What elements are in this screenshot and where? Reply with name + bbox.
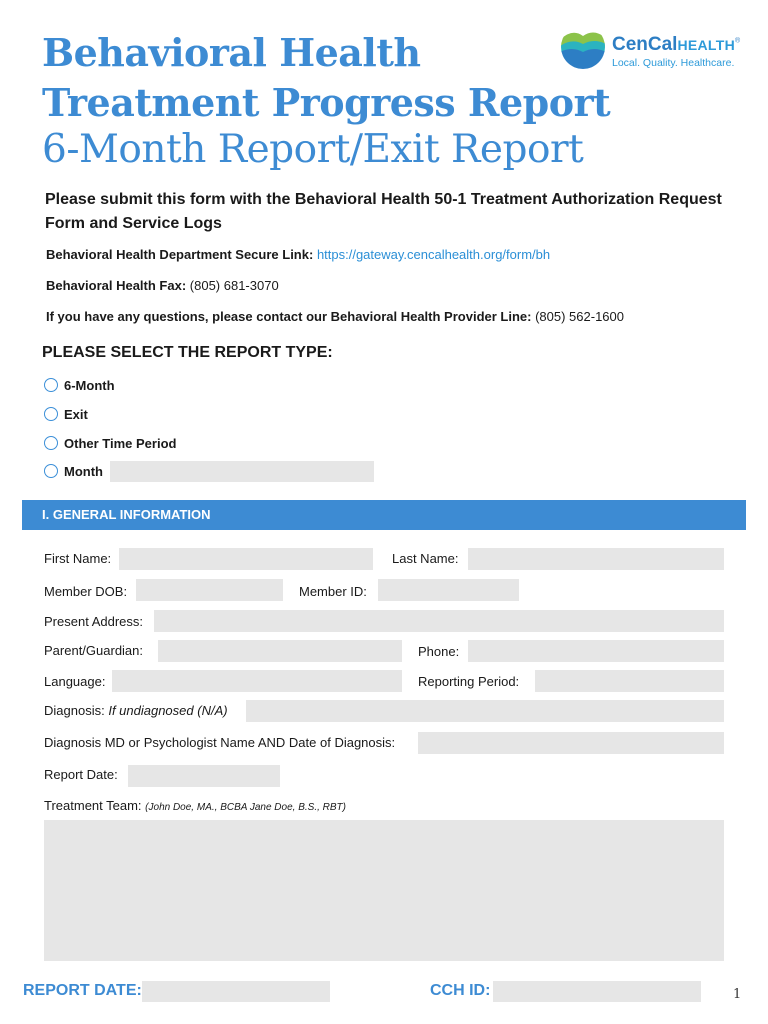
fax-label: Behavioral Health Fax: xyxy=(46,278,187,293)
radio-circle-icon[interactable] xyxy=(44,436,58,450)
secure-link-line xyxy=(46,247,550,262)
logo-tagline: Local. Quality. Healthcare. xyxy=(612,57,735,69)
reporting-period-label: Reporting Period: xyxy=(418,674,520,689)
diagnosis-label xyxy=(44,703,228,718)
diagnosis-note: If undiagnosed (N/A) xyxy=(108,703,228,718)
diagnosis-label-text: Diagnosis: xyxy=(44,703,105,718)
page-number: 1 xyxy=(733,987,742,1002)
reporting-period-input[interactable] xyxy=(535,670,724,692)
radio-other-time-period[interactable] xyxy=(44,434,176,452)
questions-line xyxy=(46,309,624,324)
first-name-label: First Name: xyxy=(44,551,112,566)
cencal-logo-icon xyxy=(560,24,606,70)
secure-link-label: Behavioral Health Department Secure Link: xyxy=(46,247,314,262)
member-dob-input[interactable] xyxy=(136,579,283,601)
radio-6-month[interactable] xyxy=(44,376,115,394)
footer-report-date-input[interactable] xyxy=(142,981,330,1002)
radio-circle-icon[interactable] xyxy=(44,464,58,478)
radio-circle-icon[interactable] xyxy=(44,378,58,392)
cencal-health-logo xyxy=(560,24,760,74)
language-label: Language: xyxy=(44,674,106,689)
last-name-input[interactable] xyxy=(468,548,724,570)
parent-guardian-input[interactable] xyxy=(158,640,402,662)
title-line-2: Treatment Progress Report xyxy=(42,80,611,125)
questions-label: If you have any questions, please contact our Behavioral Health Provider Line: xyxy=(46,309,532,324)
footer-report-date-label: REPORT DATE: xyxy=(23,982,142,999)
phone-input[interactable] xyxy=(468,640,724,662)
logo-registered-mark: ® xyxy=(735,37,741,45)
section-header-general-information xyxy=(22,500,746,530)
phone-label: Phone: xyxy=(418,644,460,659)
radio-circle-icon[interactable] xyxy=(44,407,58,421)
questions-value: (805) 562-1600 xyxy=(535,309,624,324)
section-title: I. GENERAL INFORMATION xyxy=(42,507,211,522)
radio-label: Month xyxy=(64,463,103,479)
member-id-input[interactable] xyxy=(378,579,519,601)
first-name-input[interactable] xyxy=(119,548,373,570)
radio-month[interactable] xyxy=(44,462,103,480)
submit-instruction: Please submit this form with the Behavioral Health 50-1 Treatment Authorization Request Form and Service Logs xyxy=(45,191,722,232)
member-id-label: Member ID: xyxy=(299,584,367,599)
fax-line xyxy=(46,278,279,293)
secure-link[interactable]: https://gateway.cencalhealth.org/form/bh xyxy=(316,247,551,262)
radio-label: 6-Month xyxy=(64,377,115,393)
month-input[interactable] xyxy=(110,461,374,482)
report-type-heading: PLEASE SELECT THE REPORT TYPE: xyxy=(42,344,333,361)
present-address-label: Present Address: xyxy=(44,614,143,629)
last-name-label: Last Name: xyxy=(392,551,459,566)
treatment-team-note: (John Doe, MA., BCBA Jane Doe, B.S., RBT) xyxy=(145,802,346,813)
language-input[interactable] xyxy=(112,670,402,692)
footer-cch-id-input[interactable] xyxy=(493,981,701,1002)
subtitle: 6-Month Report/Exit Report xyxy=(42,127,584,172)
parent-guardian-label: Parent/Guardian: xyxy=(44,643,144,658)
present-address-input[interactable] xyxy=(154,610,724,632)
fax-value: (805) 681-3070 xyxy=(189,278,279,293)
member-dob-label: Member DOB: xyxy=(44,584,128,599)
footer-cch-id-label: CCH ID: xyxy=(430,982,491,999)
title-line-1: Behavioral Health xyxy=(42,30,421,75)
radio-label: Other Time Period xyxy=(64,435,177,451)
diagnosis-input[interactable] xyxy=(246,700,724,722)
logo-name xyxy=(612,34,740,56)
radio-exit[interactable] xyxy=(44,405,88,423)
radio-label: Exit xyxy=(64,406,88,422)
logo-name-main: CenCal xyxy=(612,34,678,55)
logo-name-suffix: HEALTH xyxy=(677,37,736,53)
report-date-input[interactable] xyxy=(128,765,280,787)
report-date-label: Report Date: xyxy=(44,767,118,782)
treatment-team-textarea[interactable] xyxy=(44,820,724,961)
treatment-team-label-text: Treatment Team: xyxy=(44,798,142,813)
diagnosis-md-label: Diagnosis MD or Psychologist Name AND Date of Diagnosis: xyxy=(44,735,396,750)
diagnosis-md-input[interactable] xyxy=(418,732,724,754)
treatment-team-label xyxy=(44,798,346,813)
